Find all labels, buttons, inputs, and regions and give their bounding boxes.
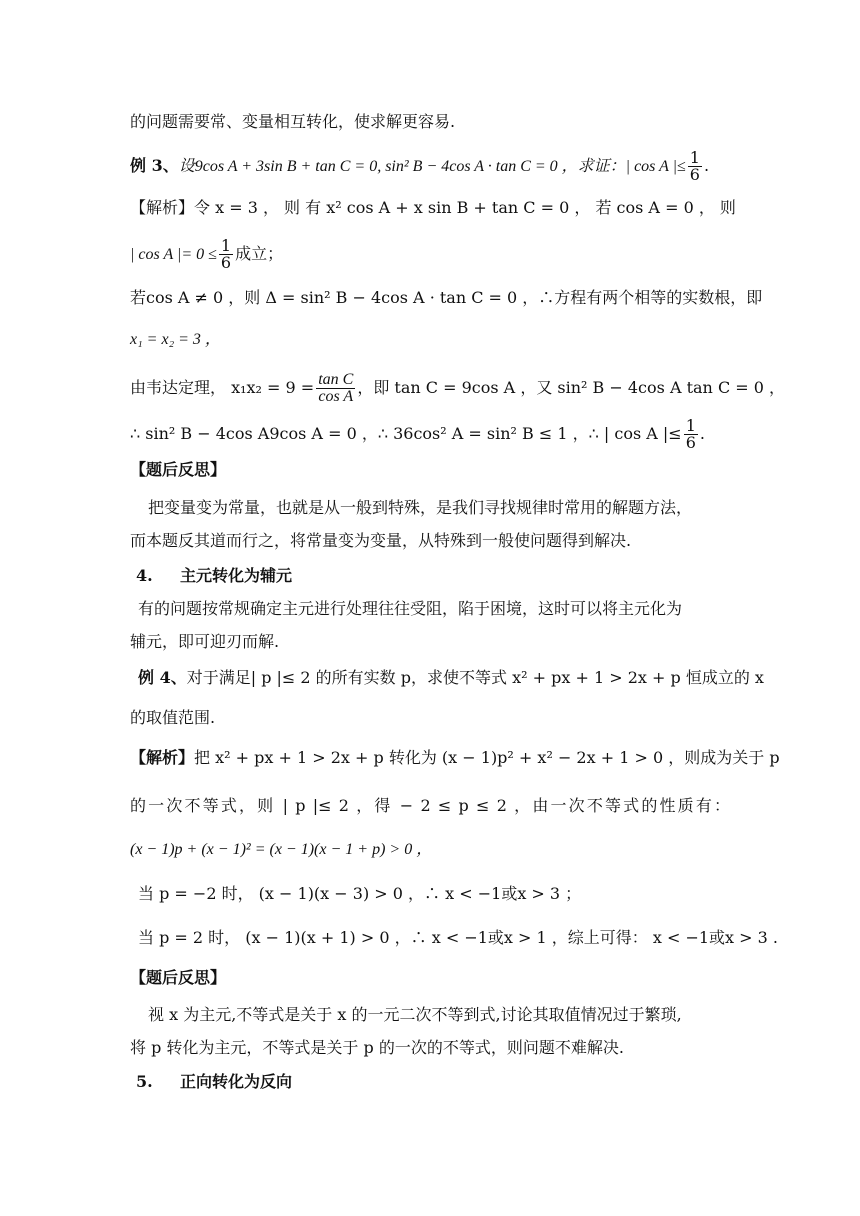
fraction-one-sixth: $\frac{1}{6}$ xyxy=(689,148,700,184)
solution-4-line-4: 当 p = −2 时， (x − 1)(x − 3) > 0 ，∴ x < −1或x > 3 ； xyxy=(138,884,582,903)
solution-line-2: | cos A |= 0 ≤ $\frac{1}{6}$ 成立； xyxy=(130,236,284,272)
section-4-text-2: 辅元，即可迎刃而解. xyxy=(130,632,280,651)
reflection-text-2a: 视 x 为主元,不等式是关于 x 的一元二次不等到式,讨论其取值情况过于繁琐, xyxy=(148,1005,682,1024)
solution-line-4: x₁ = x₂ = 3 ， xyxy=(130,331,221,348)
solution-4-line-5: 当 p = 2 时， (x − 1)(x + 1) > 0 ，∴ x < −1或x > 1 ，综上可得： x < −1或x > 3 . xyxy=(138,928,779,947)
example-3-statement: 例 3、设9cos A + 3sin B + tan C = 0, sin² B − 4cos A · tan C = 0 ，求证：| cos A |≤ $\frac{1}{6}$ . xyxy=(130,148,710,184)
fraction-tanC-cosA: $\frac{\text{tan C}}{\text{cos A}}$ xyxy=(318,371,354,405)
example-4-statement: 例 4、对于满足| p |≤ 2 的所有实数 p，求使不等式 x² + px + 1 > 2x + p 恒成立的 x xyxy=(138,668,764,687)
solution-line-6: ∴ sin² B − 4cos A9cos A = 0 ，∴ 36cos² A = sin² B ≤ 1 ，∴ | cos A |≤ $\frac{1}{6}$ . xyxy=(130,416,705,452)
reflection-text-1b: 而本题反其道而行之，将常量变为变量，从特殊到一般使问题得到解决. xyxy=(130,531,632,550)
solution-4-line-2: 的一次不等式，则 | p |≤ 2 ，得 − 2 ≤ p ≤ 2 ，由一次不等式的性质有： xyxy=(130,796,730,815)
section-5-heading: 5. 正向转化为反向 xyxy=(136,1072,293,1091)
example-3-text: 设9cos A + 3sin B + tan C = 0, sin² B − 4cos A · tan C = 0 ，求证：| cos A |≤ xyxy=(178,158,686,175)
example-4-label: 例 4、 xyxy=(138,668,187,687)
solution-4-line-3: (x − 1)p + (x − 1)² = (x − 1)(x − 1 + p) > 0 ， xyxy=(130,841,433,858)
text-line-1: 的问题需要常、变量相互转化，使求解更容易. xyxy=(130,112,456,131)
fraction-one-sixth: $\frac{1}{6}$ xyxy=(220,236,232,272)
reflection-heading-2: 【题后反思】 xyxy=(130,968,227,987)
solution-line-3: 若cos A ≠ 0 ，则 Δ = sin² B − 4cos A · tan C = 0 ，∴方程有两个相等的实数根，即 xyxy=(130,288,763,307)
example-4-statement-cont: 的取值范围. xyxy=(130,708,216,727)
solution-4-line-1: 【解析】把 x² + px + 1 > 2x + p 转化为 (x − 1)p² + x² − 2x + 1 > 0 ，则成为关于 p xyxy=(130,748,780,767)
solution-line-5: 由韦达定理， x₁x₂ = 9 = $\frac{\text{tan C}}{\text{cos A}}$ ，即 tan C = 9cos A ，又 sin² B − 4cos A tan C = 0 ， xyxy=(130,371,786,405)
section-4-heading: 4. 主元转化为辅元 xyxy=(136,566,293,585)
reflection-text-2b: 将 p 转化为主元，不等式是关于 p 的一次的不等式，则问题不难解决. xyxy=(130,1038,624,1057)
reflection-text-1a: 把变量变为常量，也就是从一般到特殊，是我们寻找规律时常用的解题方法， xyxy=(148,498,693,517)
example-3-label: 例 3、 xyxy=(130,156,179,175)
fraction-one-sixth: $\frac{1}{6}$ xyxy=(685,416,696,452)
section-4-text-1: 有的问题按常规确定主元进行处理往往受阻，陷于困境，这时可以将主元化为 xyxy=(138,599,683,618)
reflection-heading-1: 【题后反思】 xyxy=(130,460,227,479)
solution-line-1: 【解析】令 x = 3 ， 则 有 x² cos A + x sin B + tan C = 0 ， 若 cos A = 0 ， 则 xyxy=(130,198,736,217)
